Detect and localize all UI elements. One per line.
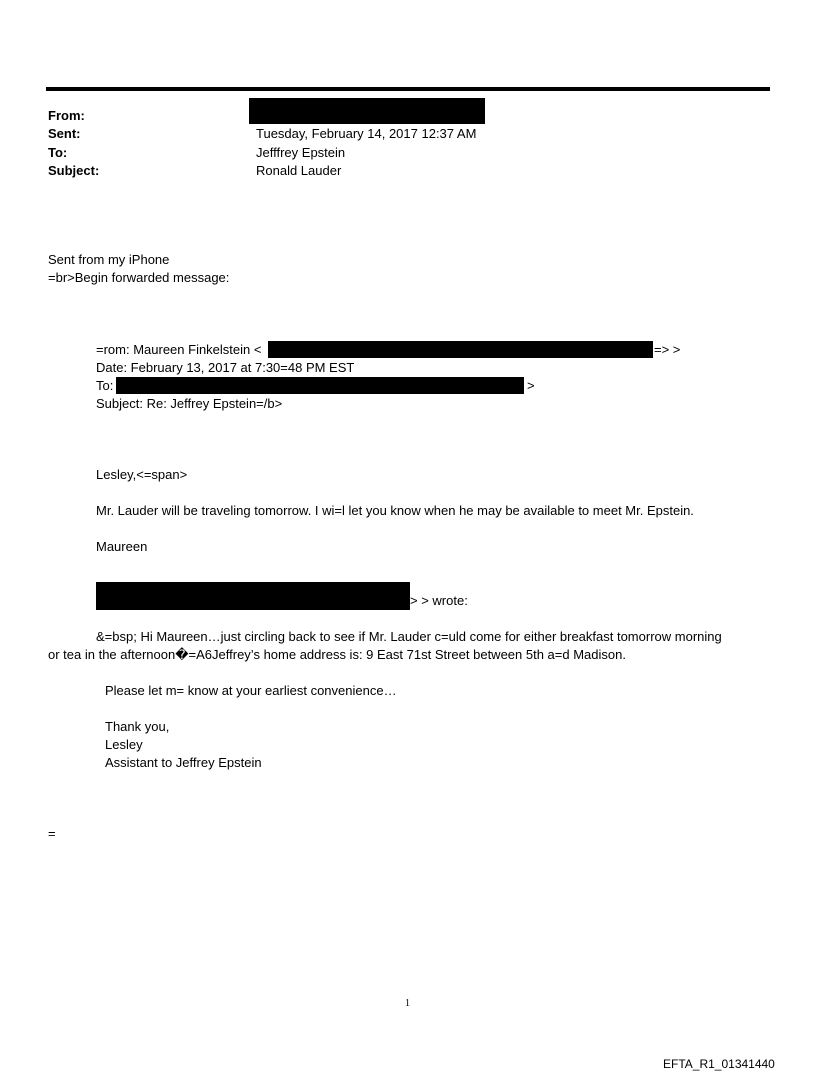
begin-forwarded: =br>Begin forwarded message: <box>48 270 230 285</box>
header-rule <box>46 87 770 91</box>
quoted-title: Assistant to Jeffrey Epstein <box>105 755 262 770</box>
fwd-subject: Subject: Re: Jeffrey Epstein=/b> <box>96 396 283 411</box>
quoted-please: Please let m= know at your earliest convenience… <box>105 683 397 698</box>
reply-body: Mr. Lauder will be traveling tomorrow. I wi=l let you know when he may be available to meet Mr. Epstein. <box>96 503 694 518</box>
from-label: From: <box>48 108 85 123</box>
fwd-to-suffix: > <box>527 378 535 393</box>
reply-greeting: Lesley,<=span> <box>96 467 188 482</box>
quoted-para-line2: or tea in the afternoon�=A6Jeffrey’s home address is: 9 East 71st Street between 5th a=d Madison. <box>48 647 626 662</box>
subject-label: Subject: <box>48 163 100 178</box>
fwd-from-suffix: => > <box>654 342 681 357</box>
to-label: To: <box>48 145 68 160</box>
fwd-to-prefix: To: <box>96 378 114 393</box>
to-value: Jefffrey Epstein <box>256 145 346 160</box>
redaction-quoted-sender <box>96 582 410 610</box>
subject-value: Ronald Lauder <box>256 163 342 178</box>
reply-signoff: Maureen <box>96 539 148 554</box>
document-id: EFTA_R1_01341440 <box>663 1057 775 1071</box>
redaction-from <box>249 98 485 124</box>
fwd-date: Date: February 13, 2017 at 7:30=48 PM EST <box>96 360 355 375</box>
sent-label: Sent: <box>48 126 81 141</box>
quoted-name: Lesley <box>105 737 143 752</box>
sent-value: Tuesday, February 14, 2017 12:37 AM <box>256 126 477 141</box>
redaction-fwd-to <box>116 377 524 394</box>
quoted-thanks: Thank you, <box>105 719 170 734</box>
redaction-fwd-from <box>268 341 653 358</box>
quoted-para-line1: &=bsp; Hi Maureen…just circling back to see if Mr. Lauder c=uld come for either breakfast tomorrow morning <box>96 629 722 644</box>
quoted-wrote: > > wrote: <box>410 593 468 608</box>
sent-from-iphone: Sent from my iPhone <box>48 252 170 267</box>
page-number: 1 <box>405 998 410 1009</box>
trailing-equals: = <box>48 826 56 841</box>
fwd-from-prefix: =rom: Maureen Finkelstein < <box>96 342 262 357</box>
